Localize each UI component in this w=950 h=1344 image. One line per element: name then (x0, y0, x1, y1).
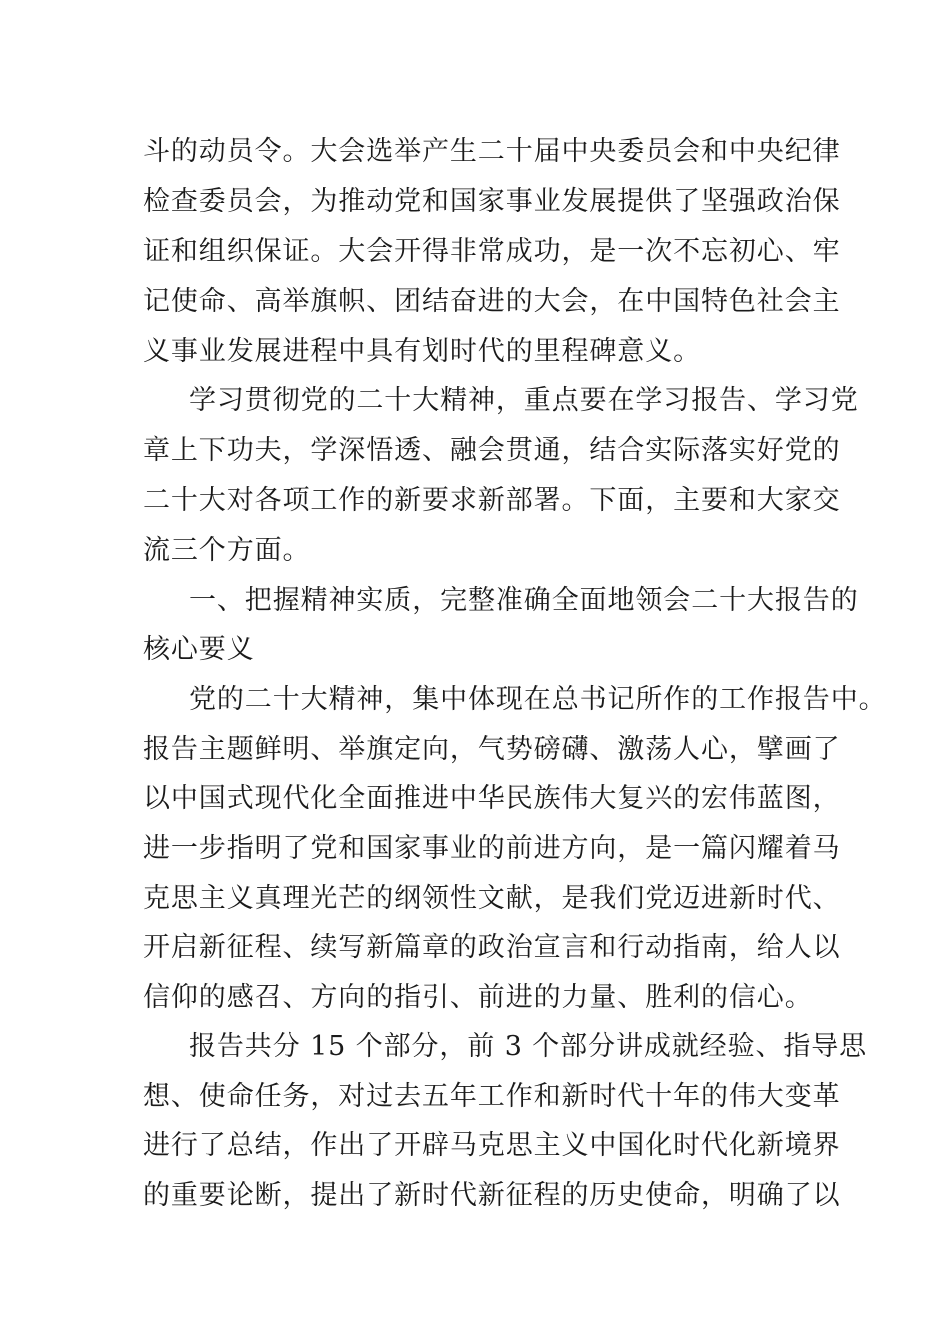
paragraph-first-line: 学习贯彻党的二十大精神，重点要在学习报告、学习党 (189, 385, 859, 416)
text-line: 想、使命任务，对过去五年工作和新时代十年的伟大变革 (143, 1081, 841, 1112)
text-line: 证和组织保证。大会开得非常成功，是一次不忘初心、牢 (143, 236, 841, 267)
text-line: 流三个方面。 (143, 535, 311, 566)
text-line: 进一步指明了党和国家事业的前进方向，是一篇闪耀着马 (143, 833, 841, 864)
text-line: 义事业发展进程中具有划时代的里程碑意义。 (143, 336, 701, 367)
text-line: 报告主题鲜明、举旗定向，气势磅礴、激荡人心，擘画了 (143, 734, 841, 765)
text-line: 记使命、高举旗帜、团结奋进的大会，在中国特色社会主 (143, 286, 841, 317)
text-line: 信仰的感召、方向的指引、前进的力量、胜利的信心。 (143, 982, 813, 1013)
paragraph-first-line: 党的二十大精神，集中体现在总书记所作的工作报告中。 (189, 684, 887, 715)
paragraph-first-line: 报告共分 15 个部分，前 3 个部分讲成就经验、指导思 (189, 1031, 868, 1062)
text-line: 检查委员会，为推动党和国家事业发展提供了坚强政治保 (143, 186, 841, 217)
text-line: 的重要论断，提出了新时代新征程的历史使命，明确了以 (143, 1180, 841, 1211)
text-line: 进行了总结，作出了开辟马克思主义中国化时代化新境界 (143, 1130, 841, 1161)
section-heading-continued: 核心要义 (143, 634, 255, 665)
section-heading: 一、把握精神实质，完整准确全面地领会二十大报告的 (189, 585, 859, 616)
text-line: 章上下功夫，学深悟透、融会贯通，结合实际落实好党的 (143, 435, 841, 466)
text-line: 斗的动员令。大会选举产生二十届中央委员会和中央纪律 (143, 136, 841, 167)
text-line: 二十大对各项工作的新要求新部署。下面，主要和大家交 (143, 485, 841, 516)
text-line: 克思主义真理光芒的纲领性文献，是我们党迈进新时代、 (143, 883, 841, 914)
text-line: 开启新征程、续写新篇章的政治宣言和行动指南，给人以 (143, 932, 841, 963)
text-line: 以中国式现代化全面推进中华民族伟大复兴的宏伟蓝图， (143, 783, 841, 814)
